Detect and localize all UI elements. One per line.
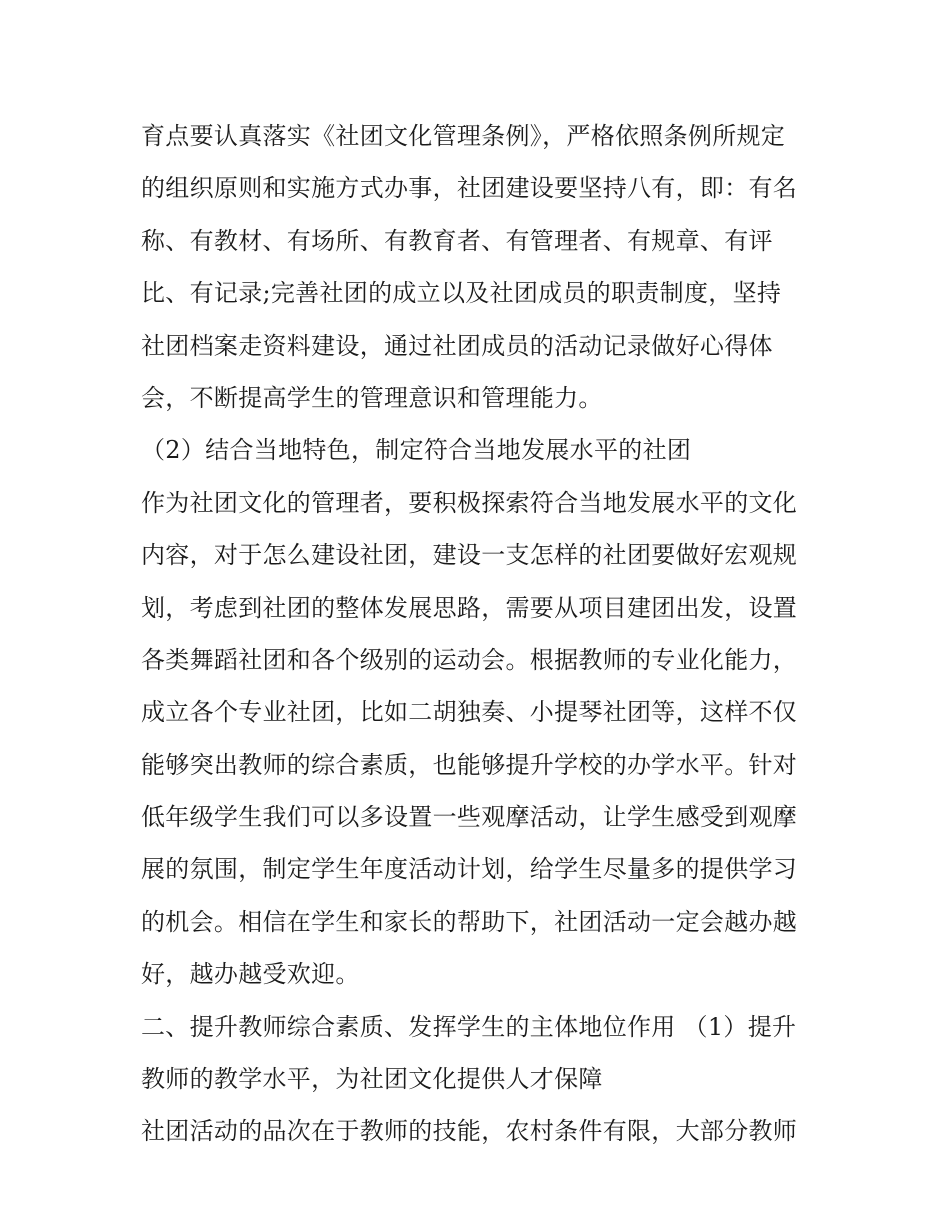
body-text xyxy=(141,110,813,1158)
section-heading: 二、提升教师综合素质、发挥学生的主体地位作用 （1）提升 xyxy=(141,1012,797,1041)
text-line: 会，不断提高学生的管理意识和管理能力。 xyxy=(141,383,603,412)
text-line: 各类舞蹈社团和各个级别的运动会。根据教师的专业化能力， xyxy=(141,645,798,674)
text-line: 的机会。相信在学生和家长的帮助下，社团活动一定会越办越 xyxy=(141,907,798,936)
text-line: 划，考虑到社团的整体发展思路，需要从项目建团出发，设置 xyxy=(141,593,798,622)
text-line: 社团活动的品次在于教师的技能，农村条件有限，大部分教师 xyxy=(141,1117,798,1146)
text-line: 成立各个专业社团，比如二胡独奏、小提琴社团等，这样不仅 xyxy=(141,698,798,727)
text-line: 低年级学生我们可以多设置一些观摩活动，让学生感受到观摩 xyxy=(141,803,798,832)
section-heading: 教师的教学水平，为社团文化提供人才保障 xyxy=(141,1065,603,1094)
text-line: 比、有记录;完善社团的成立以及社团成员的职责制度，坚持 xyxy=(141,279,782,308)
text-line: 展的氛围，制定学生年度活动计划，给学生尽量多的提供学习 xyxy=(141,855,798,884)
text-line: 的组织原则和实施方式办事，社团建设要坚持八有，即：有名 xyxy=(141,174,798,203)
text-line: 称、有教材、有场所、有教育者、有管理者、有规章、有评 xyxy=(141,226,773,255)
text-line: 育点要认真落实《社团文化管理条例》，严格依照条例所规定 xyxy=(141,122,786,150)
text-line: 社团档案走资料建设，通过社团成员的活动记录做好心得体 xyxy=(141,331,773,360)
text-line: 内容，对于怎么建设社团，建设一支怎样的社团要做好宏观规 xyxy=(141,541,798,570)
text-line: 作为社团文化的管理者，要积极探索符合当地发展水平的文化 xyxy=(141,488,798,517)
section-heading: （2）结合当地特色，制定符合当地发展水平的社团 xyxy=(141,436,692,465)
text-line: 好，越办越受欢迎。 xyxy=(141,960,360,989)
text-line: 能够突出教师的综合素质，也能够提升学校的办学水平。针对 xyxy=(141,750,798,779)
